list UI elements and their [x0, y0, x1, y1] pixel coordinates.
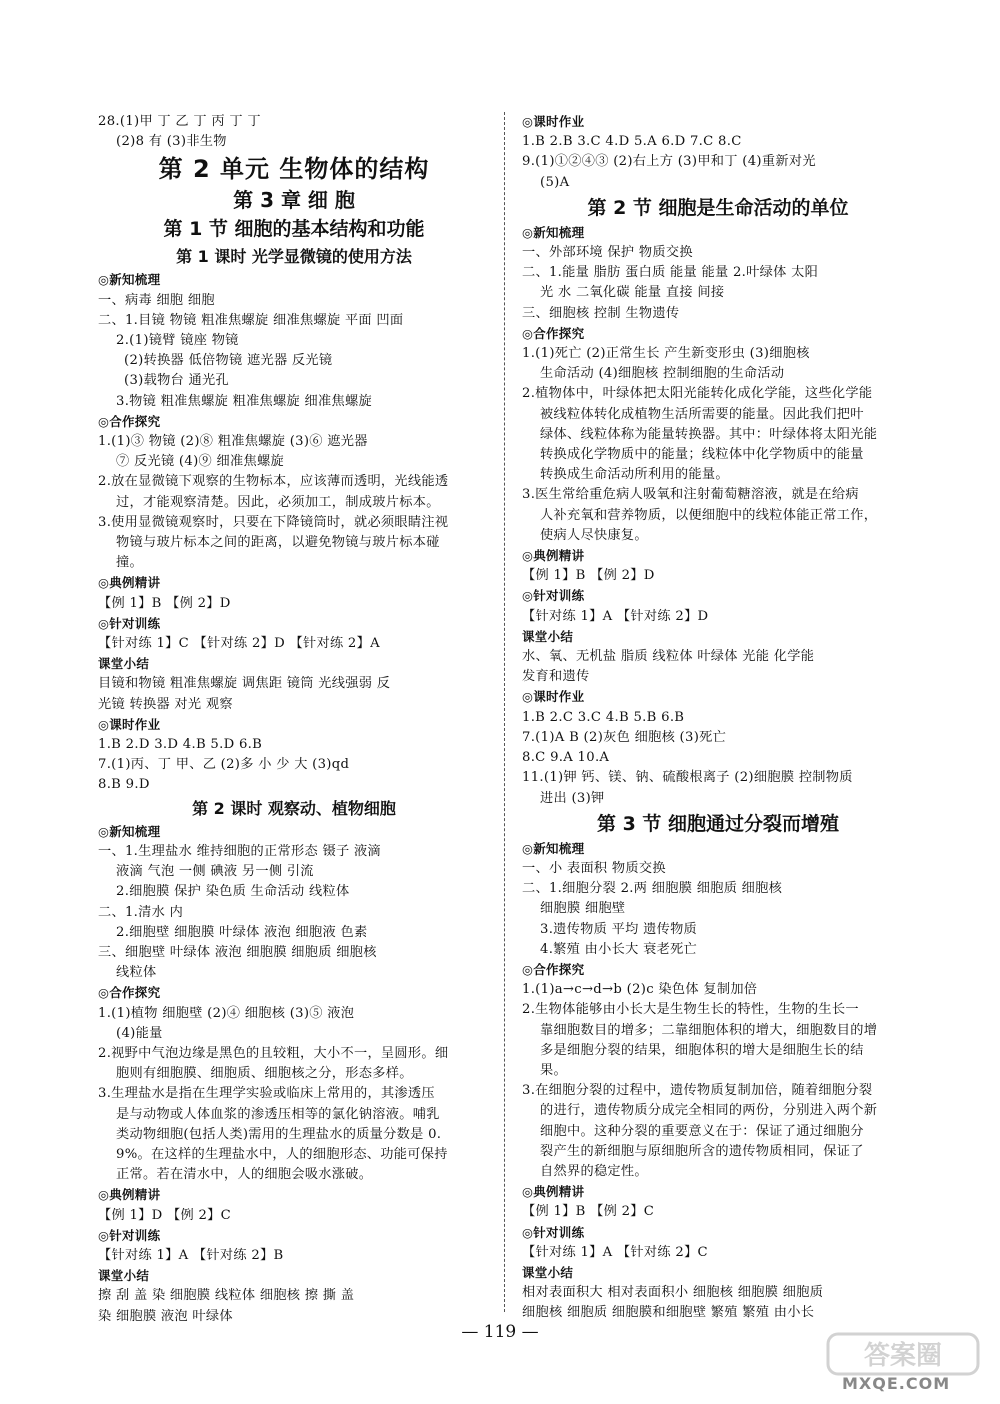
- section-label: ◎针对训练: [98, 615, 161, 631]
- text-line: 1.(1)③ 物镜 (2)⑧ 粗准焦螺旋 (3)⑥ 遮光器: [98, 434, 368, 450]
- section-label: ◎合作探究: [522, 961, 585, 977]
- text-line: 是与动物或人体血浆的渗透压相等的氯化钠溶液。哺乳: [116, 1106, 440, 1122]
- section-label: 课堂小结: [522, 1264, 574, 1280]
- text-line: 过，才能观察清楚。因此，必须加工，制成玻片标本。: [116, 494, 440, 510]
- text-line: 自然界的稳定性。: [540, 1163, 648, 1179]
- lesson-title: 第 2 课时 观察动、植物细胞: [192, 798, 396, 818]
- text-line: 二、1.目镜 物镜 粗准焦螺旋 细准焦螺旋 平面 凹面: [98, 312, 404, 328]
- text-line: (5)A: [540, 174, 570, 190]
- text-line: 二、1.能量 脂肪 蛋白质 能量 能量 2.叶绿体 太阳: [522, 265, 819, 281]
- text-line: 3.医生常给重危病人吸氧和注射葡萄糖溶液，就是在给病: [522, 487, 859, 503]
- text-line: 7.(1)A B (2)灰色 细胞核 (3)死亡: [522, 729, 727, 745]
- text-line: 进出 (3)钾: [540, 790, 605, 806]
- text-line: 3.物镜 粗准焦螺旋 粗准焦螺旋 细准焦螺旋: [116, 393, 372, 409]
- text-line: 发育和遗传: [522, 669, 590, 685]
- text-line: 线粒体: [116, 965, 157, 981]
- text-line: 三、细胞壁 叶绿体 液泡 细胞膜 细胞质 细胞核: [98, 944, 377, 960]
- section-label: ◎课时作业: [522, 114, 585, 129]
- section-label: ◎新知梳理: [522, 224, 585, 240]
- chapter-title: 第 3 章 细 胞: [233, 188, 355, 213]
- text-line: 【针对练 1】A 【针对练 2】B: [98, 1247, 284, 1263]
- text-line: 靠细胞数目的增多；二靠细胞体积的增大，细胞数目的增: [540, 1022, 878, 1038]
- text-line: (2)转换器 低倍物镜 遮光器 反光镜: [124, 353, 333, 369]
- text-line: 1.B 2.B 3.C 4.D 5.A 6.D 7.C 8.C: [522, 134, 742, 150]
- section-label: ◎合作探究: [522, 325, 585, 341]
- text-line: 2.(1)镜臂 镜座 物镜: [116, 333, 239, 349]
- page-number: — 119 —: [461, 1322, 539, 1342]
- text-line: 【针对练 1】C 【针对练 2】D 【针对练 2】A: [98, 636, 380, 652]
- section-label: ◎合作探究: [98, 413, 161, 429]
- text-line: 细胞中。这种分裂的重要意义在于：保证了通过细胞分: [540, 1123, 864, 1139]
- section-label: 课堂小结: [522, 628, 574, 644]
- text-line: 三、细胞核 控制 生物遗传: [522, 305, 680, 321]
- text-line: 染 细胞膜 液泡 叶绿体: [98, 1308, 233, 1324]
- column-divider: [504, 112, 505, 1312]
- unit-title: 第 2 单元 生物体的结构: [158, 155, 430, 184]
- text-line: 转换成化学物质中的能量；线粒体中化学物质中的能量: [540, 447, 864, 463]
- text-line: 8.C 9.A 10.A: [522, 750, 610, 766]
- text-line: 4.繁殖 由小长大 衰老死亡: [540, 941, 698, 957]
- section-label: ◎典例精讲: [522, 1184, 585, 1200]
- text-line: 一、小 表面积 物质交换: [522, 860, 666, 876]
- section-label: 课堂小结: [98, 656, 150, 672]
- text-line: (2)8 有 (3)非生物: [116, 134, 227, 150]
- text-line: 水、氧、无机盐 脂质 线粒体 叶绿体 光能 化学能: [522, 649, 815, 665]
- text-line: 细胞膜 细胞壁: [540, 901, 626, 917]
- text-line: 光镜 转换器 对光 观察: [98, 696, 233, 712]
- text-line: 9%。在这样的生理盐水中，人的细胞形态、功能可保持: [116, 1146, 448, 1162]
- text-line: 1.B 2.C 3.C 4.B 5.B 6.B: [522, 709, 685, 725]
- text-line: 3.使用显微镜观察时，只要在下降镜筒时，就必须眼睛注视: [98, 514, 449, 530]
- text-line: 3.遗传物质 平均 遗传物质: [540, 921, 698, 937]
- text-line: 一、外部环境 保护 物质交换: [522, 245, 693, 261]
- text-line: 液滴 气泡 一侧 碘液 另一侧 引流: [116, 864, 314, 880]
- section-label: ◎典例精讲: [522, 548, 585, 564]
- text-line: 【例 1】D 【例 2】C: [98, 1207, 232, 1223]
- text-line: 1.(1)植物 细胞壁 (2)④ 细胞核 (3)⑤ 液泡: [98, 1005, 355, 1021]
- text-line: 撞。: [116, 555, 143, 571]
- text-line: 二、1.清水 内: [98, 904, 184, 920]
- text-line: 28.(1)甲 丁 乙 丁 丙 丁 丁: [98, 114, 261, 129]
- text-line: 擦 刮 盖 染 细胞膜 线粒体 细胞核 擦 撕 盖: [98, 1288, 355, 1304]
- text-line: 多是细胞分裂的结果，细胞体积的增大是细胞生长的结: [540, 1042, 864, 1058]
- section-label: 课堂小结: [98, 1268, 150, 1284]
- text-line: 二、1.细胞分裂 2.两 细胞膜 细胞质 细胞核: [522, 881, 783, 897]
- text-line: 11.(1)钾 钙、镁、钠、硫酸根离子 (2)细胞膜 控制物质: [522, 770, 853, 786]
- text-line: 2.植物体中，叶绿体把太阳光能转化成化学能，这些化学能: [522, 386, 873, 402]
- section-label: ◎新知梳理: [98, 272, 161, 288]
- section-label: ◎新知梳理: [522, 840, 585, 856]
- text-line: 物镜与玻片标本之间的距离，以避免物镜与玻片标本碰: [116, 535, 440, 551]
- text-line: 被线粒体转化成植物生活所需要的能量。因此我们把叶: [540, 406, 864, 422]
- text-line: 【针对练 1】A 【针对练 2】C: [522, 1244, 708, 1260]
- text-line: 相对表面积大 相对表面积小 细胞核 细胞膜 细胞质: [522, 1285, 824, 1301]
- lesson-title: 第 1 课时 光学显微镜的使用方法: [176, 247, 412, 267]
- text-line: 光 水 二氧化碳 能量 直接 间接: [540, 285, 725, 301]
- text-line: 【例 1】B 【例 2】C: [522, 1204, 655, 1220]
- text-line: 8.B 9.D: [98, 777, 150, 793]
- section-label: ◎合作探究: [98, 985, 161, 1001]
- text-line: 1.(1)a→c→d→b (2)c 染色体 复制加倍: [522, 982, 758, 998]
- text-line: 【针对练 1】A 【针对练 2】D: [522, 608, 709, 624]
- text-line: 生命活动 (4)细胞核 控制细胞的生命活动: [540, 366, 785, 382]
- section-title: 第 2 节 细胞是生命活动的单位: [587, 196, 849, 219]
- text-line: 1.(1)死亡 (2)正常生长 产生新变形虫 (3)细胞核: [522, 346, 810, 362]
- right-column: [522, 112, 914, 1324]
- text-line: (4)能量: [116, 1025, 163, 1041]
- text-line: (3)载物台 通光孔: [124, 373, 229, 389]
- text-line: 【例 1】B 【例 2】D: [522, 568, 655, 584]
- text-line: 目镜和物镜 粗准焦螺旋 调焦距 镜筒 光线强弱 反: [98, 676, 391, 692]
- section-label: ◎典例精讲: [98, 1187, 161, 1203]
- section-label: ◎典例精讲: [98, 575, 161, 591]
- text-line: 2.放在显微镜下观察的生物标本，应该薄而透明，光线能透: [98, 474, 449, 490]
- section-label: ◎新知梳理: [98, 823, 161, 839]
- text-line: 的进行，遗传物质分成完全相同的两份，分别进入两个新: [540, 1103, 878, 1119]
- text-line: 2.细胞膜 保护 染色质 生命活动 线粒体: [116, 884, 350, 900]
- section-title: 第 3 节 细胞通过分裂而增殖: [596, 812, 840, 835]
- text-line: 裂产生的新细胞与原细胞所含的遗传物质相同，保证了: [540, 1143, 864, 1159]
- section-label: ◎课时作业: [522, 689, 585, 705]
- left-column: [98, 112, 490, 1327]
- text-line: 果。: [540, 1062, 567, 1078]
- section-title: 第 1 节 细胞的基本结构和功能: [163, 218, 425, 241]
- text-line: 2.细胞壁 细胞膜 叶绿体 液泡 细胞液 色素: [116, 924, 368, 940]
- text-line: 胞则有细胞膜、细胞质、细胞核之分，形态多样。: [116, 1066, 413, 1082]
- text-line: 人补充氧和营养物质，以便细胞中的线粒体能正常工作，: [540, 507, 878, 523]
- section-label: ◎针对训练: [522, 1224, 585, 1240]
- text-line: 【例 1】B 【例 2】D: [98, 595, 231, 611]
- text-line: 2.视野中气泡边缘是黑色的且较粗，大小不一，呈圆形。细: [98, 1045, 449, 1061]
- text-line: 3.生理盐水是指在生理学实验或临床上常用的，其渗透压: [98, 1086, 435, 1102]
- text-line: 类动物细胞(包括人类)需用的生理盐水的质量分数是 0.: [116, 1126, 442, 1142]
- watermark-url: MXQE.COM: [842, 1374, 951, 1393]
- text-line: 绿体、线粒体称为能量转换器。其中：叶绿体将太阳光能: [540, 426, 878, 442]
- text-line: 使病人尽快康复。: [540, 527, 648, 543]
- text-line: 7.(1)丙、丁 甲、乙 (2)多 小 少 大 (3)qd: [98, 757, 350, 773]
- text-line: 细胞核 细胞质 细胞膜和细胞壁 繁殖 繁殖 由小长: [522, 1305, 815, 1321]
- text-line: 转换成生命活动所利用的能量。: [540, 467, 729, 483]
- section-label: ◎针对训练: [98, 1227, 161, 1243]
- watermark-cn: 答案圈: [863, 1341, 943, 1371]
- text-line: ⑦ 反光镜 (4)⑨ 细准焦螺旋: [116, 454, 284, 470]
- text-line: 1.B 2.D 3.D 4.B 5.D 6.B: [98, 737, 263, 753]
- text-line: 正常。若在清水中，人的细胞会吸水涨破。: [116, 1167, 373, 1183]
- text-line: 一、1.生理盐水 维持细胞的正常形态 镊子 液滴: [98, 843, 381, 859]
- section-label: ◎针对训练: [522, 588, 585, 604]
- text-line: 9.(1)①②④③ (2)右上方 (3)甲和丁 (4)重新对光: [522, 154, 816, 170]
- text-line: 3.在细胞分裂的过程中，遗传物质复制加倍，随着细胞分裂: [522, 1083, 873, 1099]
- section-label: ◎课时作业: [98, 716, 161, 732]
- text-line: 一、病毒 细胞 细胞: [98, 292, 215, 308]
- text-line: 2.生物体能够由小长大是生物生长的特性，生物的生长一: [522, 1002, 859, 1018]
